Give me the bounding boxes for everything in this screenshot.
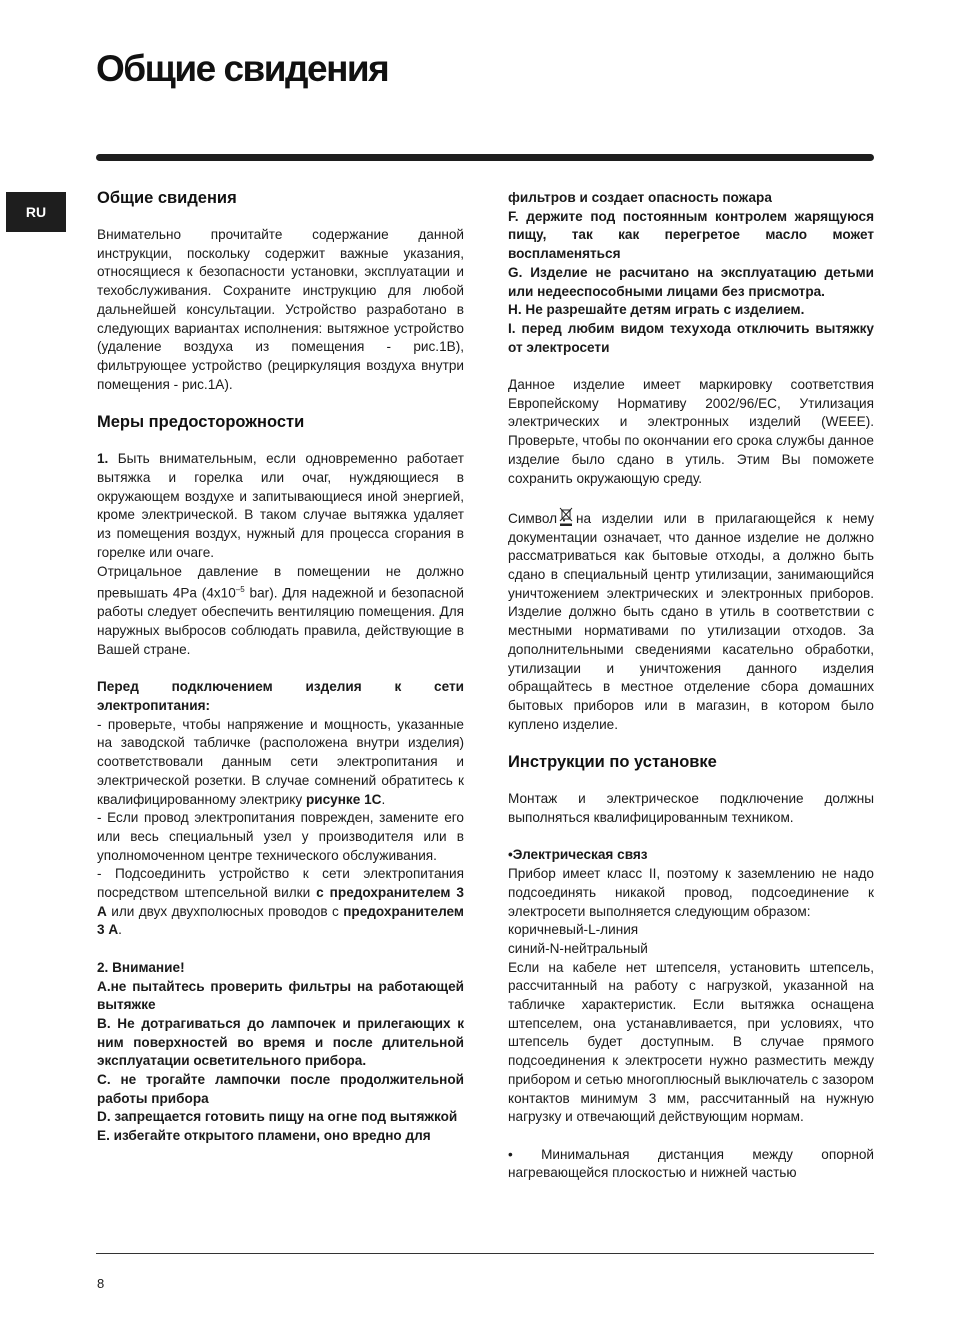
- weee-paragraph: Данное изделие имеет маркировку соответствия Европейскому Нормативу 2002/96/EC, Утилизация электрических и электронных изделий (WEEE). Проверьте, чтобы по окончании его срока службы данное изделие было сдано в утиль. Этим Вы поможете сохранить окружающую среду.: [508, 377, 874, 486]
- pressure-text-b: bar). Для надежной и безопасной работы следует обеспечить вентиляцию помещения. Для наружных выбросов соблюдать правила, действующие в Вашей стране.: [97, 585, 464, 657]
- right-column: [508, 186, 874, 1183]
- connect-text-a: - Подсоединить устройство к сети электропитания посредством штепсельной вилки: [97, 866, 464, 901]
- before-connect-heading: Перед подключением изделия к сети электропитания:: [97, 679, 464, 713]
- symbol-paragraph: [508, 507, 874, 734]
- warning-c: С. не трогайте лампочки после продолжительной работы прибора: [97, 1072, 464, 1106]
- warning-h: H. Не разрешайте детям играть с изделием.: [508, 302, 805, 318]
- page-title: Общие свидения: [96, 48, 389, 89]
- installation-paragraph: Монтаж и электрическое подключение должны выполняться квалифицированным техником.: [508, 791, 874, 826]
- pressure-text-a: Отрицальное давление в помещении не должно превышать 4Pa (4x10: [97, 563, 464, 601]
- voltage-check-paragraph: [97, 716, 464, 810]
- wire-blue-neutral: синий-N-нейтральный: [508, 940, 648, 956]
- electrical-class-paragraph: Прибор имеет класс II, поэтому к заземлению не надо подсоединять никакой провод, подсоединение к электросети выполняется следующим образом:: [508, 866, 874, 919]
- symbol-text-b: на изделии или в прилагающейся к нему документации означает, что данное изделие не должно рассматриваться как бытовые отходы, а должно быть сдано в специальный центр утилизации, занимающийся уничтожением электрических и электронных приборов. Изделие должно быть сдано в утиль в соответствии с местными нормативами по утилизации отходов. За дополнительными сведениями касательно обработки, утилизации и уничтожения данного изделия обращайтесь в местное отделение сбора домашних бытовых приборов или в магазин, в котором было куплено изделие.: [508, 510, 874, 732]
- warning-d: D. запрещается готовить пищу на огне под вытяжкой: [97, 1109, 458, 1125]
- pressure-paragraph: [97, 563, 464, 660]
- connect-text-c: или двух двухполюсных проводов с: [106, 903, 344, 919]
- fuse-spec-2: предохранителем 3 А: [97, 903, 464, 938]
- language-tab: RU: [6, 192, 66, 232]
- connect-end: .: [118, 922, 122, 938]
- general-paragraph: Внимательно прочитайте содержание данной инструкции, поскольку содержит важные указания, относящиеся к безопасности установки, эксплуатации и техобслуживания. Сохраните инструкцию для любой дальнейшей консультации. Устройство разработано в следующих вариантах исполнения: вытяжное устройство (удаление воздуха из помещения - рис.1В), фильтрующее устройство (рециркуляция воздуха внутри помещения - рис.1А).: [97, 227, 464, 392]
- warning-i: I. перед любим видом техухода отключить вытяжку от электросети: [508, 320, 874, 355]
- title-divider: [96, 154, 874, 161]
- electrical-heading: •Электрическая связ: [508, 847, 648, 863]
- warning-heading: 2. Внимание!: [97, 959, 185, 975]
- page-number: 8: [97, 1276, 105, 1291]
- symbol-text-a: Символ: [508, 510, 558, 526]
- pressure-exponent: –5: [235, 585, 245, 595]
- min-distance-paragraph: • Минимальная дистанция между опорной нагревающейся плоскостью и нижней частью: [508, 1146, 874, 1181]
- connect-paragraph: [97, 865, 464, 940]
- footer-divider: [96, 1253, 874, 1254]
- heading-precautions: Меры предосторожности: [97, 413, 305, 432]
- figure-reference: рисунке 1С: [305, 791, 382, 807]
- precaution-1-number: 1.: [97, 451, 109, 467]
- warning-a: А.не пытайтесь проверить фильтры на работающей вытяжке: [97, 978, 464, 1013]
- plug-paragraph: Если на кабеле нет штепселя, установить штепсель, рассчитанный на работу с нагрузкой, указанной на табличке характеристик. Если вытяжка оснащена штепселем, она устанавливается, при условиях, что штепсель будет доступным. В случае прямого подсоединения к электросети нужно разместить между прибором и сетью многоплюсный выключатель с зазором контактов минимум 3 мм, рассчитанный на нужную нагрузку и отвечающий действующим нормам.: [508, 959, 874, 1125]
- heading-installation: Инструкции по установке: [508, 753, 717, 772]
- warning-b: В. Не дотрагиваться до лампочек и прилегающих к ним поверхностей во время и после длительной эксплуатации осветительного прибора.: [97, 1015, 464, 1069]
- voltage-check-text: - проверьте, чтобы напряжение и мощность, указанные на заводской табличке (расположена внутри изделия) соответствовали данным сети электропитания и электрической розетки. В случае сомнений обратитесь к квалифицированному электрику: [97, 716, 464, 807]
- warning-g: G. Изделие не расчитано на эксплуатацию детьми или недееспособными лицами без присмотра.: [508, 264, 874, 299]
- warning-e: Е. избегайте открытого пламени, оно вредно для: [97, 1128, 431, 1144]
- crossed-out-wheeled-bin-icon: [559, 507, 573, 527]
- fuse-spec-1: с предохранителем 3 А: [97, 885, 464, 919]
- cable-damage-paragraph: - Если провод электропитания поврежден, замените его или весь специальный узел у производителя или в уполномоченном центре технического обслуживания.: [97, 810, 464, 863]
- left-column: [97, 186, 464, 1146]
- voltage-check-end: .: [381, 791, 386, 807]
- warning-e-continued: фильтров и создает опасность пожара: [508, 190, 772, 205]
- heading-general: Общие свидения: [97, 189, 237, 207]
- wire-brown-line: коричневый-L-линия: [508, 922, 639, 938]
- precaution-1: [97, 450, 464, 562]
- precaution-1-text: Быть внимательным, если одновременно работает вытяжка и горелка или очаг, нуждяющиеся в окружающем воздухе и запитывающиеся иной энергией, кроме электрической. В таком случае вытяжка удаляет из помещения воздух, нужный для процесса сгорания в горелке или очаге.: [97, 451, 464, 560]
- warning-f: F. держите под постоянным контролем жарящуюся пищу, так как перегретое масло может воспламеняться: [508, 208, 874, 262]
